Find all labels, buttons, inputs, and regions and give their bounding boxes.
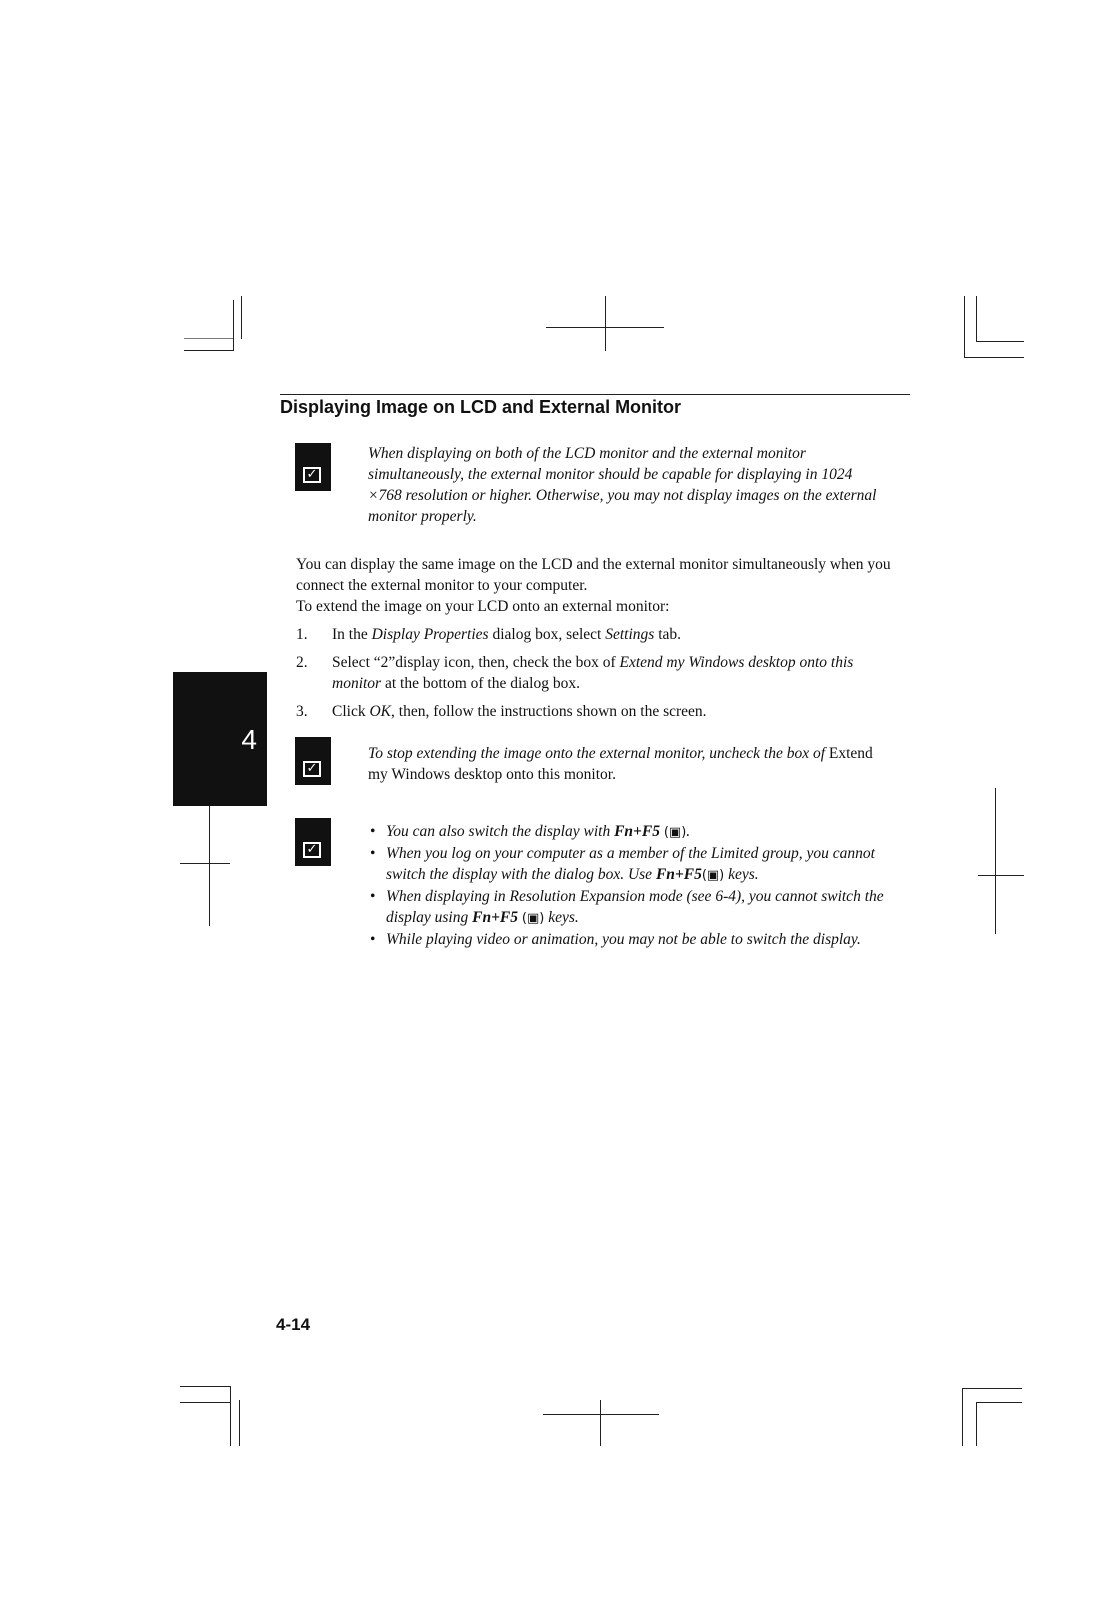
section-heading: Displaying Image on LCD and External Monitor	[280, 397, 682, 417]
checkbox-icon: ✓	[295, 818, 331, 866]
list-item	[368, 843, 888, 886]
chapter-tab-number: 4	[241, 724, 257, 755]
page-number: 4-14	[276, 1315, 311, 1334]
display-switch-notes	[368, 821, 888, 950]
intro-instruction: To extend the image on your LCD onto an external monitor:	[296, 598, 670, 615]
monitor-icon: (▣)	[663, 825, 687, 840]
list-item	[368, 821, 888, 843]
step-text: , then, follow the instructions shown on the screen.	[391, 703, 707, 720]
option-name: Extend my Windows desktop onto this monitor.	[368, 745, 873, 783]
step-text: tab.	[654, 626, 682, 643]
step-text: Click	[332, 703, 370, 720]
list-item-text: While playing video or animation, you may not be able to switch the display.	[386, 931, 861, 948]
intro-paragraph: You can display the same image on the LCD and the external monitor simultaneously when you connect the external monitor to your computer.	[296, 556, 891, 594]
list-item-text: keys.	[724, 866, 759, 883]
option-name: Extend my Windows desktop onto this monitor	[332, 654, 854, 692]
tab-name: Settings	[605, 626, 655, 643]
list-item	[368, 886, 888, 929]
step-text: Select “2”display icon, then, check the box of	[332, 654, 620, 671]
list-item-text: When you log on your computer as a member of the Limited group, you cannot switch the display with the dialog box. Use	[386, 845, 875, 883]
monitor-icon: (▣)	[521, 911, 545, 926]
shortcut-key: Fn+F5	[655, 866, 702, 883]
note-stop-extending	[368, 743, 888, 785]
step-text: dialog box, select	[488, 626, 606, 643]
step-number: 2.	[296, 654, 308, 671]
list-item-text: When displaying in Resolution Expansion mode (see 6-4), you cannot switch the display using	[386, 888, 884, 926]
checkbox-icon: ✓	[295, 737, 331, 785]
step-text: In the	[332, 626, 372, 643]
list-item-text: You can also switch the display with	[386, 823, 615, 840]
chapter-tab	[173, 672, 267, 806]
list-item-text: keys.	[544, 909, 579, 926]
list-item	[368, 929, 888, 950]
heading-rule	[280, 394, 910, 395]
list-item-text: .	[686, 823, 691, 840]
checkbox-icon: ✓	[295, 443, 331, 491]
note-text: To stop extending the image onto the external monitor, uncheck the box of	[368, 745, 826, 762]
shortcut-key: Fn+F5	[472, 909, 519, 926]
note-resolution: When displaying on both of the LCD monitor and the external monitor simultaneously, the external monitor should be capable for displaying in 1024 ×768 resolution or higher. Otherwise, you may not display images on the external monitor properly.	[368, 445, 877, 525]
shortcut-key: Fn+F5	[614, 823, 660, 840]
step-number: 3.	[296, 703, 308, 720]
dialog-name: Display Properties	[371, 626, 489, 643]
step-number: 1.	[296, 626, 308, 643]
step-text: at the bottom of the dialog box.	[381, 675, 580, 692]
monitor-icon: (▣)	[701, 868, 725, 883]
button-name: OK	[369, 703, 392, 720]
